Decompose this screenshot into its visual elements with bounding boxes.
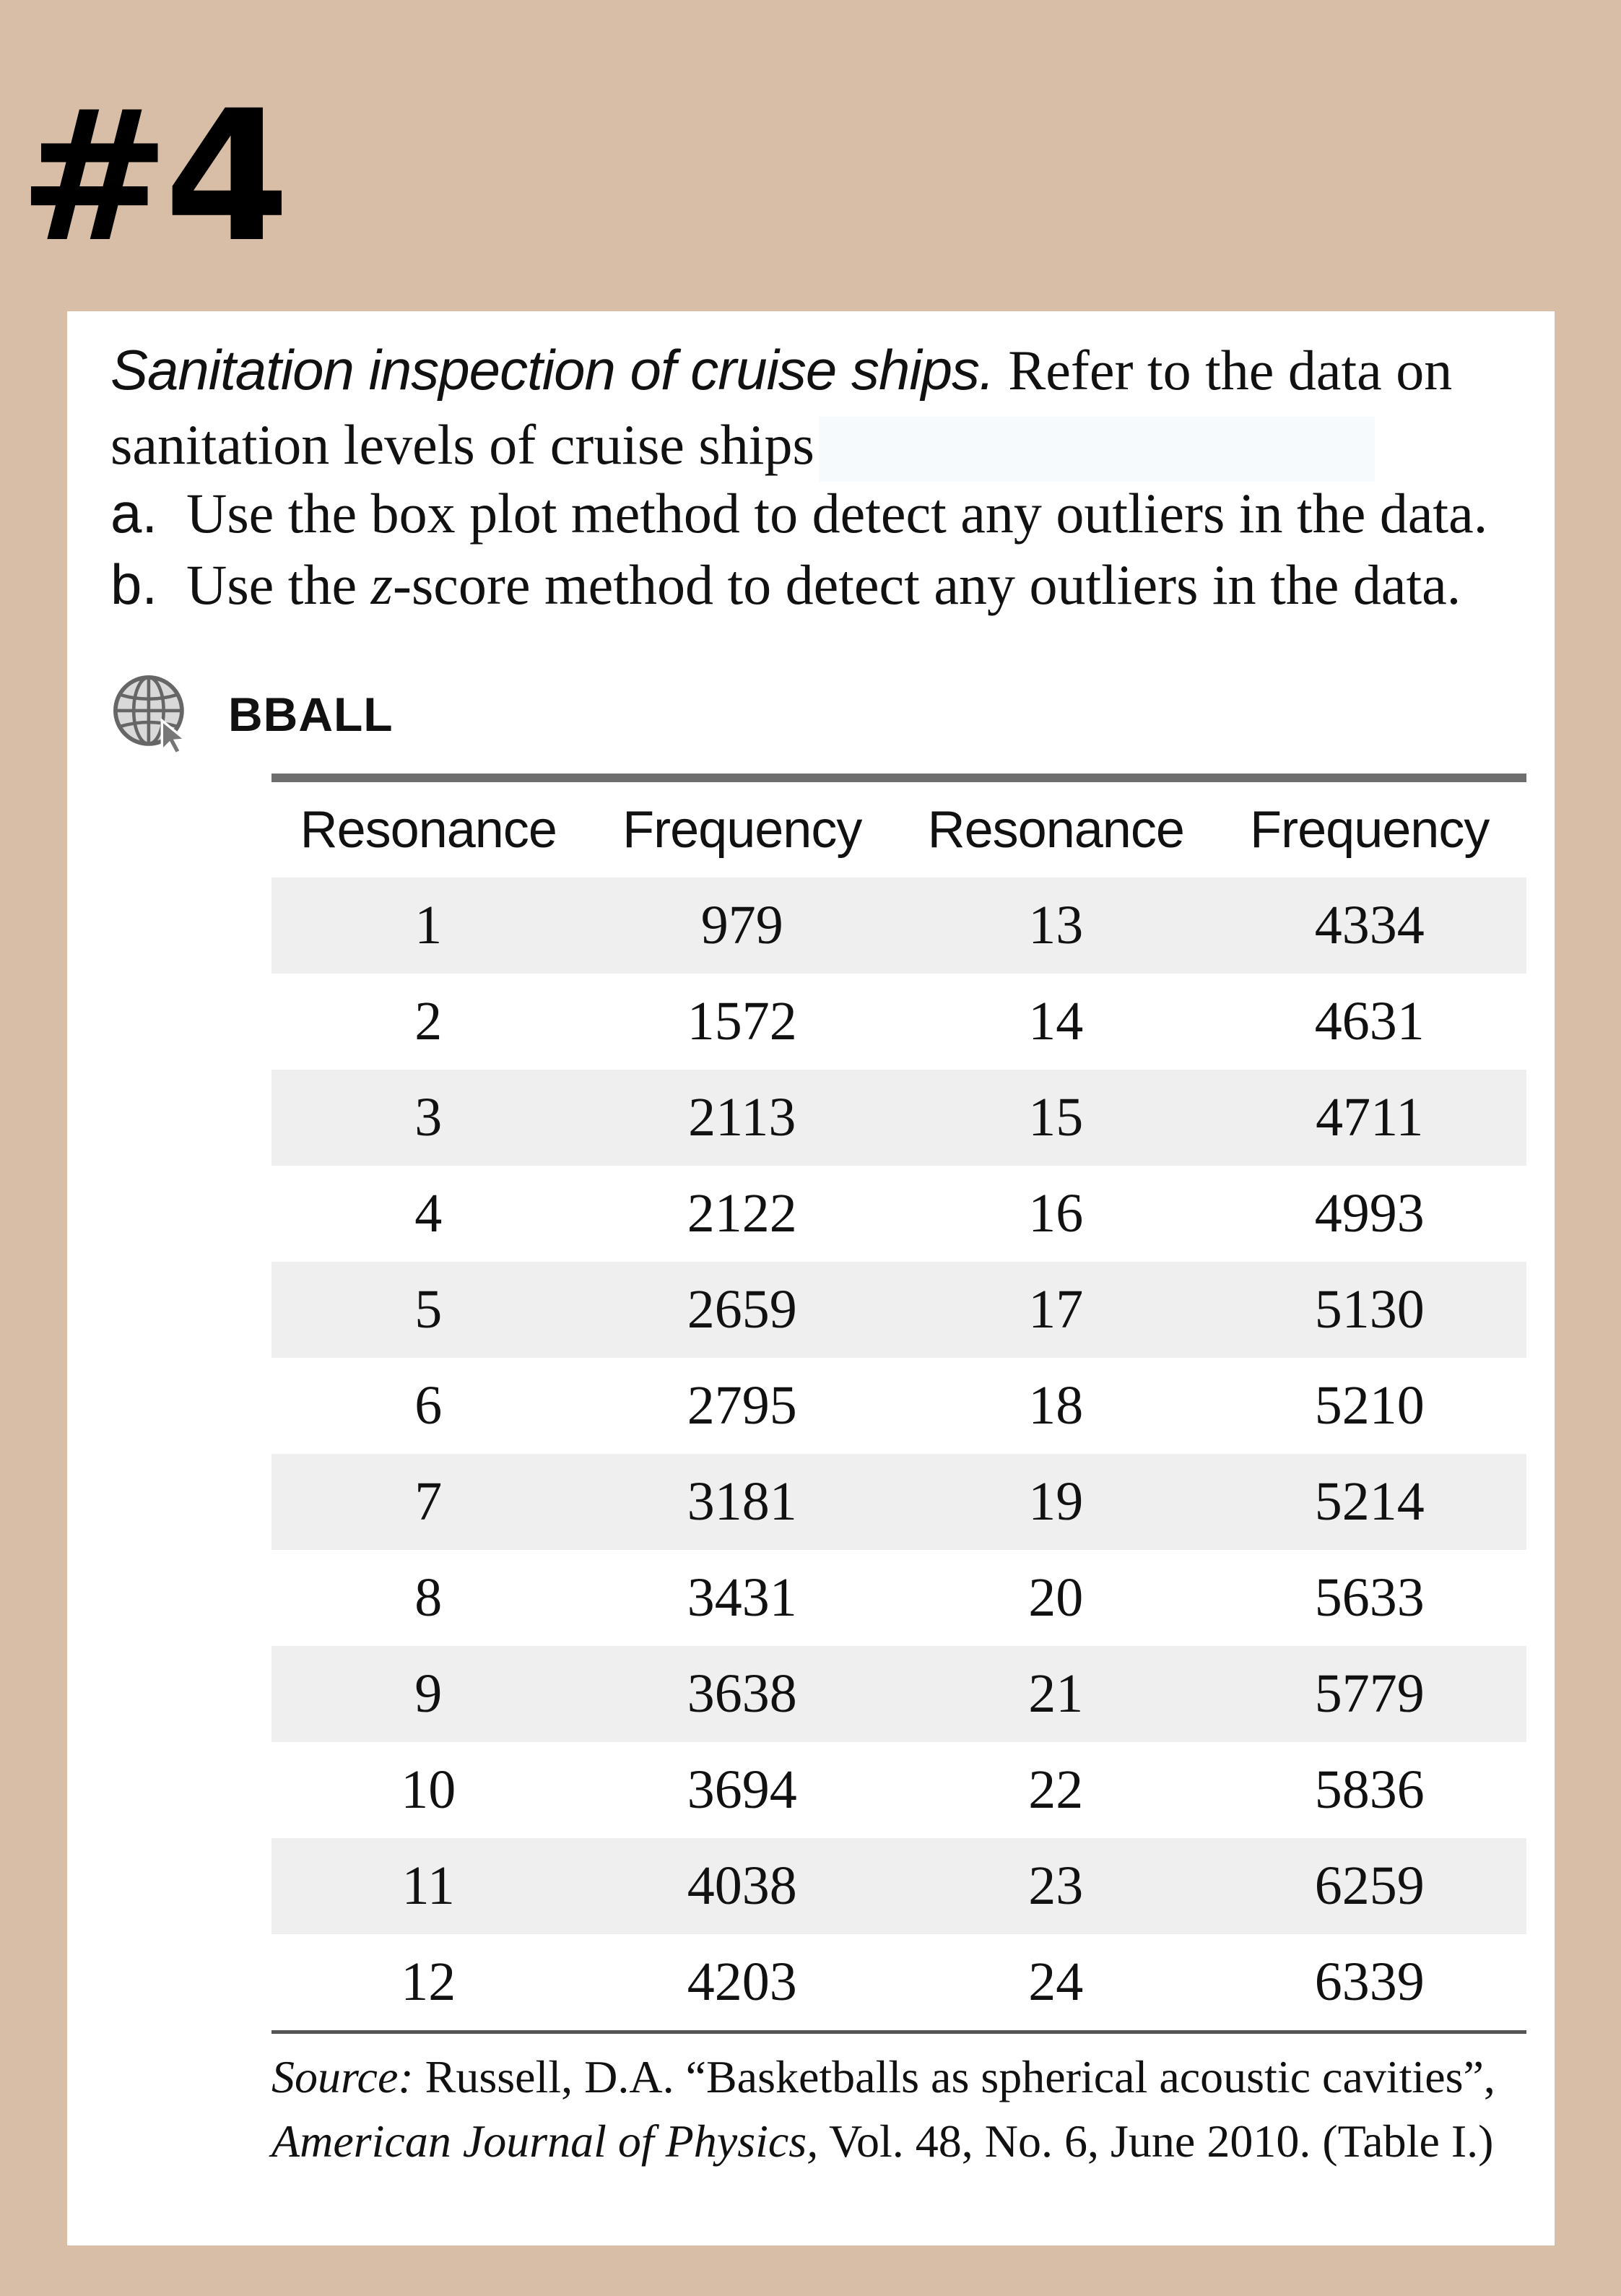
table-cell: 5210 [1314,1375,1425,1436]
table-cell: 6259 [1213,1838,1527,1934]
page-heading: #4 [19,72,284,282]
table-cell: 24 [1028,1951,1084,2012]
table-cell: 5633 [1314,1567,1425,1628]
part-a [110,477,1555,549]
column-header: Frequency [622,801,862,859]
table-cell: 19 [899,1454,1213,1550]
table-cell: 2795 [687,1375,797,1436]
table-cell: 10 [401,1759,456,1820]
table-cell: 5130 [1213,1262,1527,1358]
source-journal: American Journal of Physics, [271,2115,819,2167]
globe-icon [110,672,194,755]
column-header: Frequency [1250,801,1490,859]
table-cell: 8 [414,1567,443,1628]
table-cell: 21 [899,1646,1213,1742]
part-text-tail: -score method to detect any outliers in the data. [392,553,1461,616]
table-cell: 5836 [1314,1759,1425,1820]
table-cell: 6 [414,1375,443,1436]
column-header: Resonance [927,801,1184,859]
table-row [271,1262,1526,1358]
table-cell: 5 [271,1262,586,1358]
table-cell: 11 [271,1838,586,1934]
table-bottom-rule [271,2030,1526,2034]
table-cell: 979 [586,878,900,974]
data-table [271,782,1526,2030]
table-cell: 4 [414,1183,443,1244]
redacted-blank [819,417,1375,482]
source-citation [271,2045,1542,2173]
exercise-parts [110,477,1555,620]
table-cell: 9 [271,1646,586,1742]
table-cell: 3 [271,1070,586,1166]
table-cell: 4711 [1213,1070,1527,1166]
table-cell: 18 [1028,1375,1084,1436]
table-row [271,1358,1526,1454]
table-cell: 17 [899,1262,1213,1358]
table-row [271,974,1526,1070]
table-cell: 20 [1028,1567,1084,1628]
table-cell: 7 [271,1454,586,1550]
table-cell: 5779 [1213,1646,1527,1742]
table-row [271,1742,1526,1838]
table-row [271,1070,1526,1166]
table-row [271,1646,1526,1742]
table-row [271,878,1526,974]
exercise-card [67,311,1555,2245]
table-row [271,1550,1526,1646]
source-text: Russell, D.A. “Basketballs as spherical acoustic cavities”, [413,2051,1495,2102]
source-label: Source: [271,2051,414,2102]
table-cell: 6339 [1314,1951,1425,2012]
table-cell: 4631 [1314,991,1425,1052]
table-row [271,1166,1526,1262]
table-cell: 15 [899,1070,1213,1166]
dataset-label [110,672,394,755]
table-row [271,1454,1526,1550]
table-row [271,1838,1526,1934]
table-cell: 22 [1028,1759,1084,1820]
exercise-title: Sanitation inspection of cruise ships. [110,338,994,402]
part-letter: b. [110,553,158,616]
table-body [271,878,1526,2030]
table-top-rule [271,774,1526,782]
table-cell: 13 [899,878,1213,974]
table-cell: 2659 [586,1262,900,1358]
table-cell: 4203 [687,1951,797,2012]
table-row [271,1934,1526,2030]
table-cell: 23 [899,1838,1213,1934]
source-details: Vol. 48, No. 6, June 2010. (Table I.) [818,2115,1494,2167]
table-cell: 2 [414,991,443,1052]
table-cell: 1 [271,878,586,974]
data-table-container [271,774,1526,2034]
table-cell: 4038 [586,1838,900,1934]
exercise-intro [110,333,1540,482]
table-cell: 5214 [1213,1454,1527,1550]
dataset-name: BBALL [228,687,394,741]
table-cell: 3181 [586,1454,900,1550]
table-cell: 2122 [687,1183,797,1244]
table-cell: 3638 [586,1646,900,1742]
exercise-text: Refer to the data on sanitation levels of cruise ships [110,339,1453,476]
table-cell: 4334 [1213,878,1527,974]
part-b [110,549,1555,620]
table-cell: 3694 [687,1759,797,1820]
table-cell: 4993 [1314,1183,1425,1244]
table-cell: 1572 [687,991,797,1052]
part-letter: a. [110,481,158,545]
column-header: Resonance [300,801,557,859]
table-cell: 16 [1028,1183,1084,1244]
part-text: Use the box plot method to detect any outliers in the data. [186,482,1488,545]
table-header-row [271,782,1526,878]
part-text: Use the [186,553,371,616]
table-cell: 14 [1028,991,1084,1052]
z-symbol: z [370,553,393,616]
table-cell: 12 [401,1951,456,2012]
table-cell: 2113 [586,1070,900,1166]
table-cell: 3431 [687,1567,797,1628]
